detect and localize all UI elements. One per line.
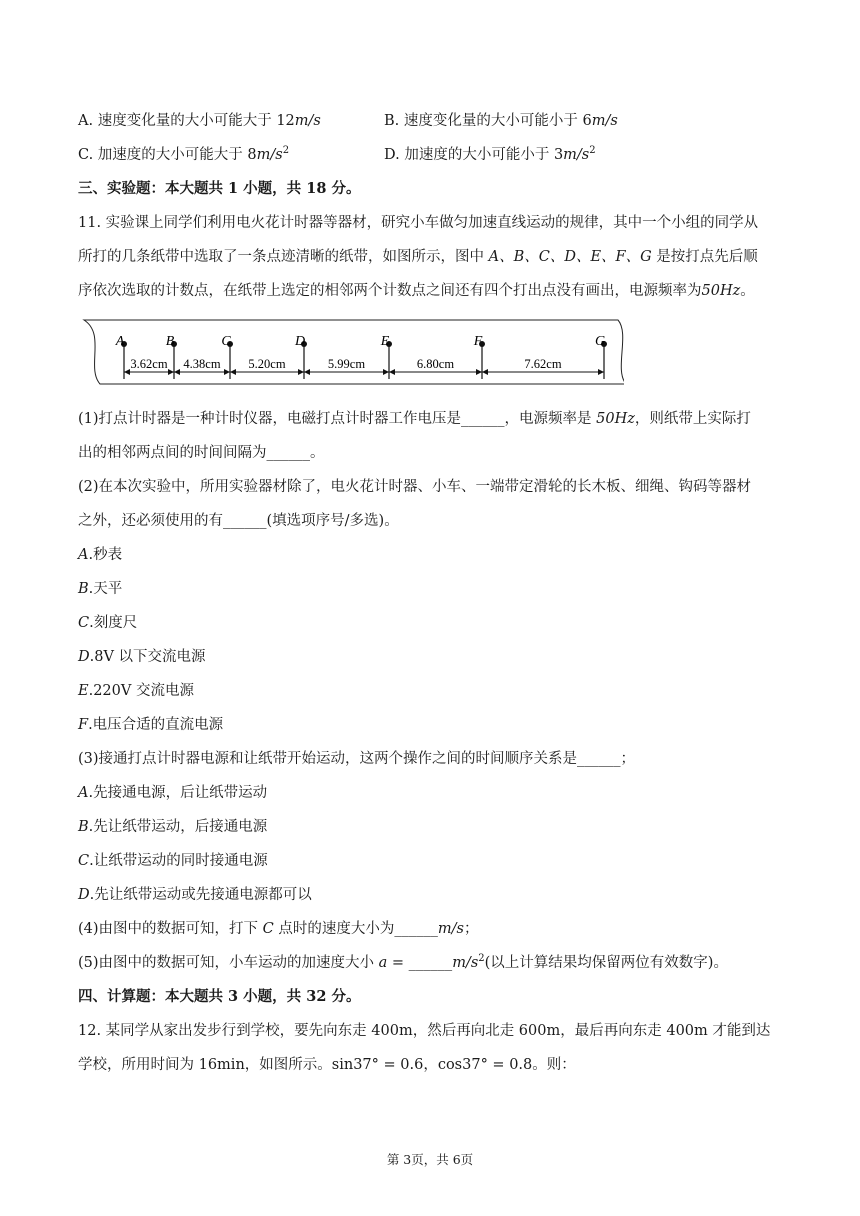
segment-arrow-left	[124, 369, 130, 375]
tape-label-g: G	[594, 334, 606, 349]
q12-line-1: 12. 某同学从家出发步行到学校，要先向东走 400m，然后再向北走 600m，最后再向东走 400m 才能到达	[78, 1023, 771, 1039]
item2-c: C.刻度尺	[78, 615, 138, 631]
tape-label-c: C	[221, 334, 231, 349]
segment-arrow-right	[383, 369, 389, 375]
q11-line-3: 序依次选取的计数点，在纸带上选定的相邻两个计数点之间还有四个打出点没有画出，电源频率为50Hz。	[78, 283, 755, 299]
segment-arrow-left	[389, 369, 395, 375]
segment-arrow-right	[168, 369, 174, 375]
item2-e: E.220V 交流电源	[78, 683, 194, 699]
segment-length-label: 4.38cm	[183, 357, 221, 371]
tape-label-d: D	[294, 334, 306, 349]
section-3-heading: 三、实验题：本大题共 1 小题，共 18 分。	[78, 180, 361, 197]
item2-a: A.秒表	[78, 547, 123, 563]
option-b: B. 速度变化量的大小可能小于 6m/s	[384, 113, 618, 129]
segment-length-label: 6.80cm	[416, 357, 455, 371]
item2-f: F.电压合适的直流电源	[78, 717, 224, 733]
sub1-line-2: 出的相邻两点间的时间间隔为______。	[78, 445, 325, 461]
tape-label-e: E	[380, 334, 390, 349]
sub2-line-1: (2)在本次实验中，所用实验器材除了，电火花计时器、小车、一端带定滑轮的长木板、细绳、钩码等器材	[78, 479, 752, 495]
sub2-line-2: 之外，还必须使用的有______(填选项序号/多选)。	[78, 513, 399, 529]
option-c: C. 加速度的大小可能大于 $8m/s^2$	[78, 145, 290, 163]
segment-arrow-left	[230, 369, 236, 375]
segment-arrow-right	[598, 369, 604, 375]
tape-outline	[84, 320, 624, 384]
q11-line-1: 11. 实验课上同学们利用电火花计时器等器材，研究小车做匀加速直线运动的规律，其中一个小组的同学从	[78, 215, 759, 231]
segment-arrow-left	[482, 369, 488, 375]
q11-line-2: 所打的几条纸带中选取了一条点迹清晰的纸带，如图所示，图中 A、B、C、D、E、F、G 是按打点先后顺	[78, 249, 758, 265]
option-a: A. 速度变化量的大小可能大于 12m/s	[78, 113, 321, 129]
item3-c: C.让纸带运动的同时接通电源	[78, 853, 268, 869]
sub4-line: (4)由图中的数据可知，打下 C 点时的速度大小为______m/s；	[78, 921, 479, 937]
q12-line-2: 学校，所用时间为 16min，如图所示。sin37° = 0.6，cos37° = 0.8。则：	[78, 1057, 576, 1073]
item3-a: A.先接通电源，后让纸带运动	[78, 785, 268, 801]
item2-b: B.天平	[78, 581, 123, 597]
tape-label-a: A	[115, 334, 125, 349]
item3-d: D.先让纸带运动或先接通电源都可以	[78, 887, 312, 903]
segment-arrow-left	[304, 369, 310, 375]
option-d: D. 加速度的大小可能小于 $3m/s^2$	[384, 145, 596, 163]
segment-arrow-left	[174, 369, 180, 375]
segment-length-label: 7.62cm	[524, 357, 562, 371]
segment-length-label: 5.20cm	[248, 357, 286, 371]
tape-label-b: B	[165, 334, 175, 349]
tape-label-f: F	[473, 334, 483, 349]
sub1-line-1: (1)打点计时器是一种计时仪器，电磁打点计时器工作电压是______，电源频率是 50Hz，则纸带上实际打	[78, 411, 751, 427]
item2-d: D.8V 以下交流电源	[78, 649, 206, 665]
segment-arrow-right	[224, 369, 230, 375]
segment-arrow-right	[298, 369, 304, 375]
sub5-line: (5)由图中的数据可知，小车运动的加速度大小 $a = \_\_\_\_\_\_m/s^2$(以上计算结果均保留两位有效数字)。	[78, 953, 728, 971]
segment-length-label: 3.62cm	[130, 357, 168, 371]
section-4-heading: 四、计算题：本大题共 3 小题，共 32 分。	[78, 988, 361, 1005]
segment-length-label: 5.99cm	[327, 357, 366, 371]
segment-arrow-right	[476, 369, 482, 375]
page-footer: 第 3页，共 6页	[386, 1152, 474, 1167]
paper-tape-figure	[78, 318, 624, 386]
sub3-line: (3)接通打点计时器电源和让纸带开始运动，这两个操作之间的时间顺序关系是______；	[78, 751, 636, 767]
item3-b: B.先让纸带运动，后接通电源	[78, 819, 268, 835]
